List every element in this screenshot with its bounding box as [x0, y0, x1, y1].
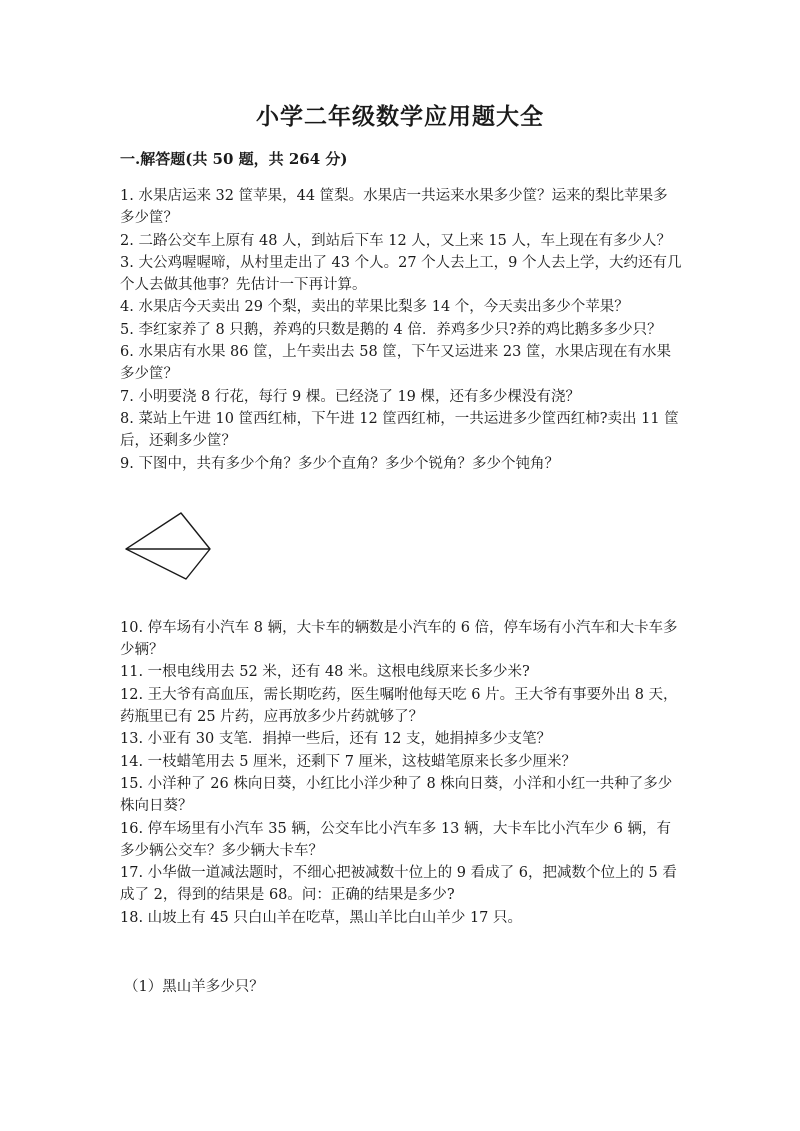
question-5: 5. 李红家养了 8 只鹅，养鸡的只数是鹅的 4 倍．养鸡多少只?养的鸡比鹅多多少只？ — [120, 321, 662, 338]
question-10: 10. 停车场有小汽车 8 辆，大卡车的辆数是小汽车的 6 倍，停车场有小汽车和大卡车多少辆？ — [120, 619, 678, 659]
page-title: 小学二年级数学应用题大全 — [256, 103, 544, 130]
question-14: 14. 一枝蜡笔用去 5 厘米，还剩下 7 厘米，这枝蜡笔原来长多少厘米？ — [120, 753, 577, 770]
question-17: 17. 小华做一道减法题时，不细心把被减数十位上的 9 看成了 6，把减数个位上的 5 看成了 2，得到的结果是 68。问：正确的结果是多少? — [120, 865, 677, 904]
question-7: 7. 小明要浇 8 行花，每行 9 棵。已经浇了 19 棵，还有多少棵没有浇？ — [120, 388, 580, 405]
subquestion-1: （1）黑山羊多少只？ — [124, 979, 264, 995]
section-heading: 一.解答题(共 50 题，共 264 分) — [120, 150, 348, 168]
question-6: 6. 水果店有水果 86 筐，上午卖出去 58 筐，下午又运进来 23 筐，水果店现在有水果多少筐？ — [120, 344, 671, 383]
quadrilateral-outline — [126, 513, 210, 579]
question-list — [120, 185, 682, 929]
question-11: 11. 一根电线用去 52 米，还有 48 米。这根电线原来长多少米? — [120, 664, 530, 681]
question-12: 12. 王大爷有高血压，需长期吃药，医生嘱咐他每天吃 6 片。王大爷有事要外出 8 天，药瓶里已有 25 片药，应再放多少片药就够了？ — [120, 686, 678, 726]
question-13: 13. 小亚有 30 支笔．捐掉一些后，还有 12 支，她捐掉多少支笔？ — [120, 731, 552, 748]
question-9: 9. 下图中，共有多少个角？多少个直角？多少个锐角？多少个钝角？ — [120, 455, 559, 472]
quadrilateral-diagram — [125, 503, 225, 583]
question-15: 15. 小洋种了 26 株向日葵，小红比小洋少种了 8 株向日葵，小洋和小红一共种了多少株向日葵？ — [120, 775, 673, 815]
question-3: 3. 大公鸡喔喔啼，从村里走出了 43 个人。27 个人去上工，9 个人去上学，大约还有几个人去做其他事？先估计一下再计算。 — [120, 254, 682, 294]
angle-figure — [120, 475, 682, 617]
question-16: 16. 停车场里有小汽车 35 辆，公交车比小汽车多 13 辆，大卡车比小汽车少 6 辆，有多少辆公交车？多少辆大卡车？ — [120, 820, 671, 859]
question-4: 4. 水果店今天卖出 29 个梨，卖出的苹果比梨多 14 个，今天卖出多少个苹果？ — [120, 299, 629, 316]
question-1: 1. 水果店运来 32 筐苹果，44 筐梨。水果店一共运来水果多少筐？运来的梨比苹果多多少筐？ — [120, 188, 668, 227]
question-18: 18. 山坡上有 45 只白山羊在吃草，黑山羊比白山羊少 17 只。 — [120, 909, 523, 926]
question-2: 2. 二路公交车上原有 48 人，到站后下车 12 人，又上来 15 人，车上现在有多少人？ — [120, 232, 671, 249]
question-8: 8. 菜站上午进 10 筐西红柿，下午进 12 筐西红柿，一共运进多少筐西红柿?卖出 11 筐后，还剩多少筐？ — [120, 410, 679, 450]
